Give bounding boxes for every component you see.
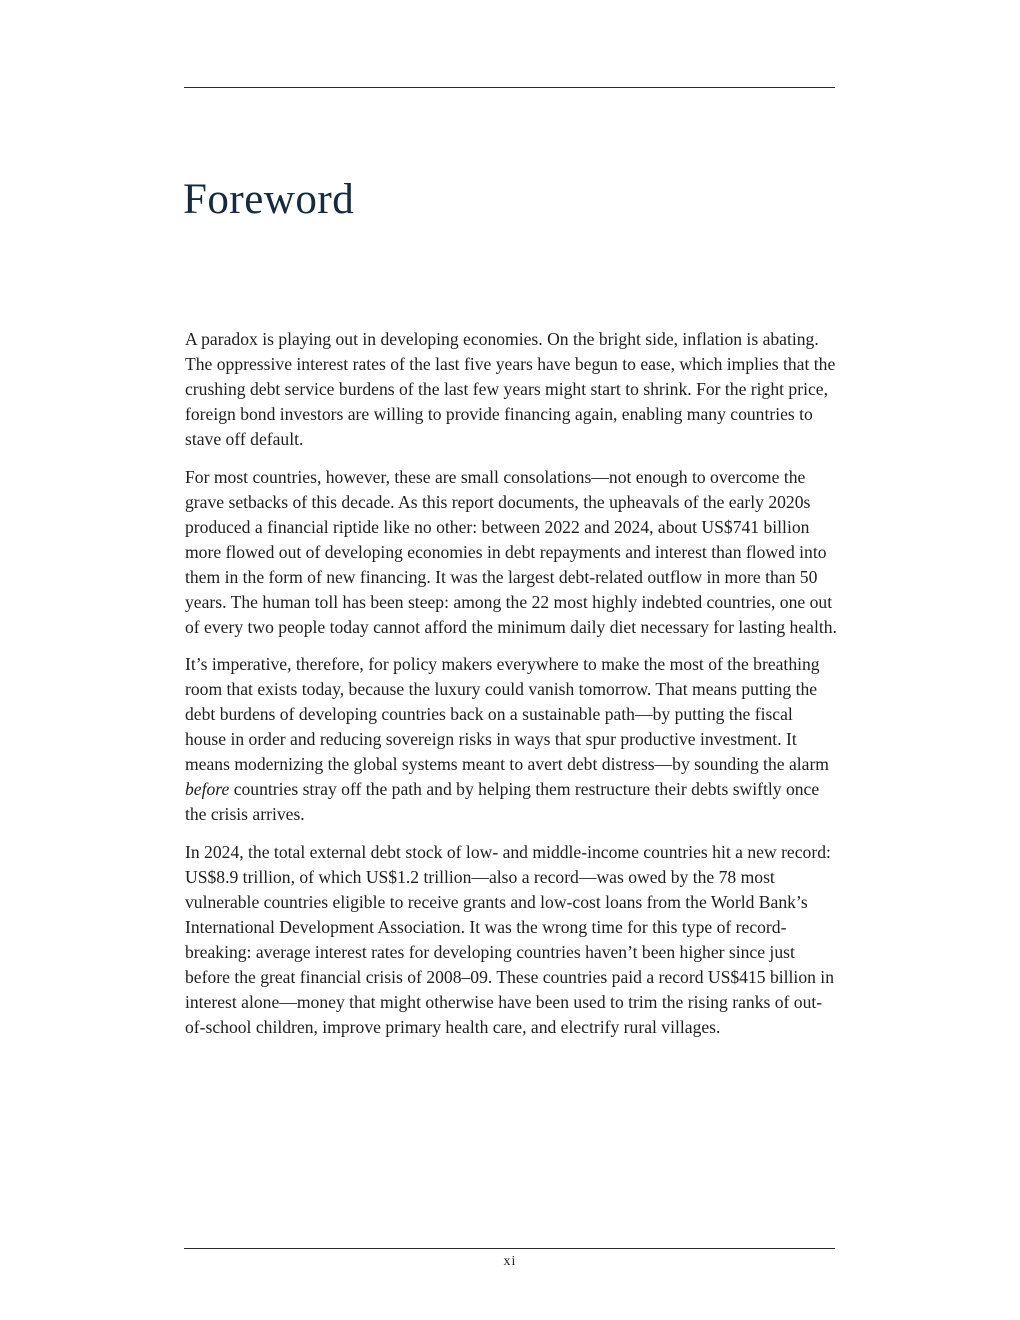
paragraph-3	[185, 652, 837, 827]
page-number: xi	[503, 1254, 517, 1269]
paragraph-3-text-a: It’s imperative, therefore, for policy makers everywhere to make the most of the breathing room that exists today, because the luxury could vanish tomorrow. That means putting the debt burdens of developing countries back on a sustainable path—by putting the fiscal house in order and reducing sovereign risks in ways that spur productive investment. It means modernizing the global systems meant to avert debt distress—by sounding the alarm	[185, 654, 829, 774]
paragraph-1: A paradox is playing out in developing economies. On the bright side, inflation is abating. The oppressive interest rates of the last five years have begun to ease, which implies that the crushing debt service burdens of the last few years might start to shrink. For the right price, foreign bond investors are willing to provide financing again, enabling many countries to stave off default.	[185, 329, 836, 449]
paragraph-3-text-b: countries stray off the path and by helping them restructure their debts swiftly once the crisis arrives.	[185, 779, 820, 824]
top-rule	[184, 87, 835, 88]
foreword-body	[185, 327, 837, 1052]
paragraph-2: For most countries, however, these are small consolations—not enough to overcome the grave setbacks of this decade. As this report documents, the upheavals of the early 2020s produced a financial riptide like no other: between 2022 and 2024, about US$741 billion more flowed out of developing economies in debt repayments and interest than flowed into them in the form of new financing. It was the largest debt-related outflow in more than 50 years. The human toll has been steep: among the 22 most highly indebted countries, one out of every two people today cannot afford the minimum daily diet necessary for lasting health.	[185, 466, 837, 637]
paragraph-3-emphasis: before	[185, 779, 230, 799]
page-title: Foreword	[183, 176, 355, 223]
paragraph-4: In 2024, the total external debt stock of low- and middle-income countries hit a new record: US$8.9 trillion, of which US$1.2 trillion—also a record—was owed by the 78 most vulnerable countries eligible to receive grants and low-cost loans from the World Bank’s International Development Association. It was the wrong time for this type of record-breaking: average interest rates for developing countries haven’t been higher since just before the great financial crisis of 2008–09. These countries paid a record US$415 billion in interest alone—money that might otherwise have been used to trim the rising ranks of out-of-school children, improve primary health care, and electrify rural villages.	[185, 841, 834, 1037]
bottom-rule	[184, 1248, 835, 1249]
